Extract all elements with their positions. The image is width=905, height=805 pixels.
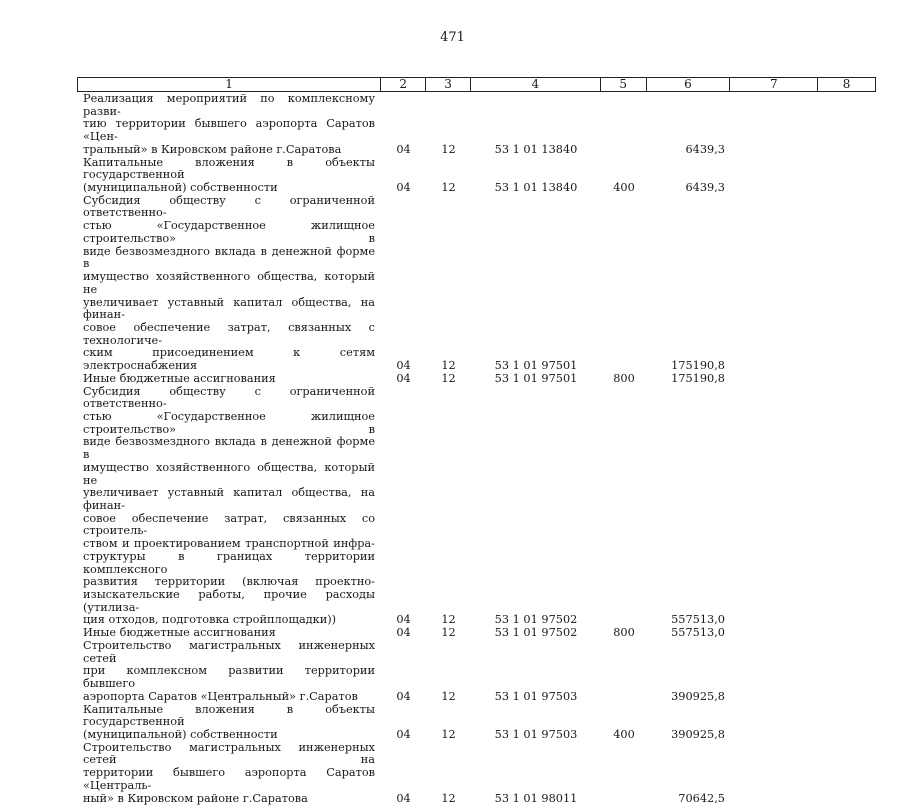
row-expense-kind: 800: [613, 626, 635, 640]
row-subsection: 12: [441, 613, 456, 627]
header-col-7: 7: [730, 78, 818, 91]
table-header: [77, 77, 876, 92]
row-section: 04: [396, 142, 411, 156]
table-row: [77, 742, 876, 805]
row-target-article: 53 1 01 97501: [494, 371, 578, 385]
description-line: Иные бюджетные ассигнования: [83, 626, 276, 640]
description-line: Капитальные вложения в объекты государственной: [83, 702, 375, 729]
row-target-article: 53 1 01 97502: [494, 613, 578, 627]
description-line: совое обеспечение затрат, связанных со строитель-: [83, 511, 375, 538]
row-amount: 390925,8: [671, 727, 725, 741]
description-line: при комплексном развитии территории бывшего: [83, 664, 375, 691]
row-amount: 70642,5: [678, 791, 725, 805]
description-line: тию территории бывшего аэропорта Саратов «Цен-: [83, 117, 375, 144]
description-line: имущество хозяйственного общества, который не: [83, 270, 375, 296]
description-line: территории бывшего аэропорта Саратов «Централь-: [83, 766, 375, 792]
description-line: Субсидия обществу с ограниченной ответственно-: [83, 193, 375, 220]
header-col-5: 5: [601, 78, 647, 91]
header-col-3: 3: [426, 78, 471, 91]
row-section: 04: [396, 359, 411, 373]
row-subsection: 12: [441, 371, 456, 385]
header-col-8: 8: [842, 77, 851, 91]
description-line: совое обеспечение затрат, связанных с технологиче-: [83, 320, 375, 347]
page-number: 471: [440, 30, 465, 45]
row-description: [77, 627, 381, 640]
row-section: 04: [396, 613, 411, 627]
row-subsection: 12: [441, 359, 456, 373]
row-amount: 175190,8: [671, 359, 725, 373]
description-line: развития территории (включая проектно-: [83, 575, 375, 589]
description-line: стью «Государственное жилищное строительство» в: [83, 409, 375, 436]
row-section: 04: [396, 689, 411, 703]
description-line: (муниципальной) собственности: [83, 727, 278, 741]
row-subsection: 12: [441, 791, 456, 805]
description-line: Реализация мероприятий по комплексному разви-: [83, 92, 375, 118]
row-description: [77, 640, 381, 704]
table-body: [77, 93, 876, 805]
description-line: виде безвозмездного вклада в денежной форме в: [83, 244, 375, 271]
row-target-article: 53 1 01 97503: [494, 689, 578, 703]
header-col-1: 1: [78, 78, 381, 91]
row-section: 04: [396, 626, 411, 640]
description-line: виде безвозмездного вклада в денежной форме в: [83, 435, 375, 462]
row-subsection: 12: [441, 142, 456, 156]
description-line: Строительство магистральных инженерных сетей: [83, 638, 375, 665]
table-row: [77, 704, 876, 742]
row-expense-kind: 400: [613, 727, 635, 741]
table-row: [77, 373, 876, 386]
row-description: [77, 373, 381, 386]
header-col-6: 6: [647, 78, 731, 91]
description-line: стью «Государственное жилищное строительство» в: [83, 219, 375, 245]
row-expense-kind: 800: [613, 371, 635, 385]
description-line: (муниципальной) собственности: [83, 181, 278, 195]
row-amount: 557513,0: [671, 613, 725, 627]
row-amount: 6439,3: [685, 142, 725, 156]
row-description: [77, 195, 381, 373]
row-expense-kind: 400: [613, 181, 635, 195]
table-row: [77, 93, 876, 157]
description-line: ция отходов, подготовка стройплощадки)): [83, 613, 337, 627]
description-line: изыскательские работы, прочие расходы (утилиза-: [83, 588, 375, 614]
header-col-2: 2: [381, 78, 426, 91]
description-line: аэропорта Саратов «Центральный» г.Саратов: [83, 689, 358, 703]
row-description: [77, 157, 381, 195]
row-amount: 557513,0: [671, 626, 725, 640]
row-target-article: 53 1 01 97503: [494, 727, 578, 741]
row-amount: 175190,8: [671, 371, 725, 385]
header-col-4: 4: [471, 78, 601, 91]
description-line: ный» в Кировском районе г.Саратова: [83, 791, 308, 805]
row-section: 04: [396, 181, 411, 195]
row-description: [77, 386, 381, 628]
row-description: [77, 93, 381, 157]
row-subsection: 12: [441, 626, 456, 640]
description-line: увеличивает уставный капитал общества, на финан-: [83, 486, 375, 512]
row-section: 04: [396, 371, 411, 385]
row-subsection: 12: [441, 181, 456, 195]
row-subsection: 12: [441, 727, 456, 741]
row-description: [77, 742, 381, 805]
row-target-article: 53 1 01 13840: [494, 142, 578, 156]
table-row: [77, 195, 876, 373]
description-line: Строительство магистральных инженерных сетей на: [83, 740, 375, 767]
description-line: имущество хозяйственного общества, который не: [83, 460, 375, 487]
description-line: увеличивает уставный капитал общества, на финан-: [83, 295, 375, 322]
row-description: [77, 704, 381, 742]
description-line: ским присоединением к сетям электроснабжения: [83, 346, 375, 373]
row-section: 04: [396, 791, 411, 805]
description-line: Иные бюджетные ассигнования: [83, 371, 276, 385]
table-row: [77, 627, 876, 640]
table-row: [77, 386, 876, 628]
row-target-article: 53 1 01 98011: [494, 791, 578, 805]
description-line: Субсидия обществу с ограниченной ответственно-: [83, 384, 375, 411]
description-line: тральный» в Кировском районе г.Саратова: [83, 142, 342, 156]
row-amount: 6439,3: [685, 181, 725, 195]
description-line: Капитальные вложения в объекты государственной: [83, 155, 375, 182]
row-subsection: 12: [441, 689, 456, 703]
table-row: [77, 157, 876, 195]
row-target-article: 53 1 01 97501: [494, 359, 578, 373]
description-line: ством и проектированием транспортной инфра-: [83, 537, 375, 551]
description-line: структуры в границах территории комплексного: [83, 549, 375, 576]
row-target-article: 53 1 01 97502: [494, 626, 578, 640]
row-target-article: 53 1 01 13840: [494, 181, 578, 195]
table-row: [77, 640, 876, 704]
row-section: 04: [396, 727, 411, 741]
row-amount: 390925,8: [671, 689, 725, 703]
